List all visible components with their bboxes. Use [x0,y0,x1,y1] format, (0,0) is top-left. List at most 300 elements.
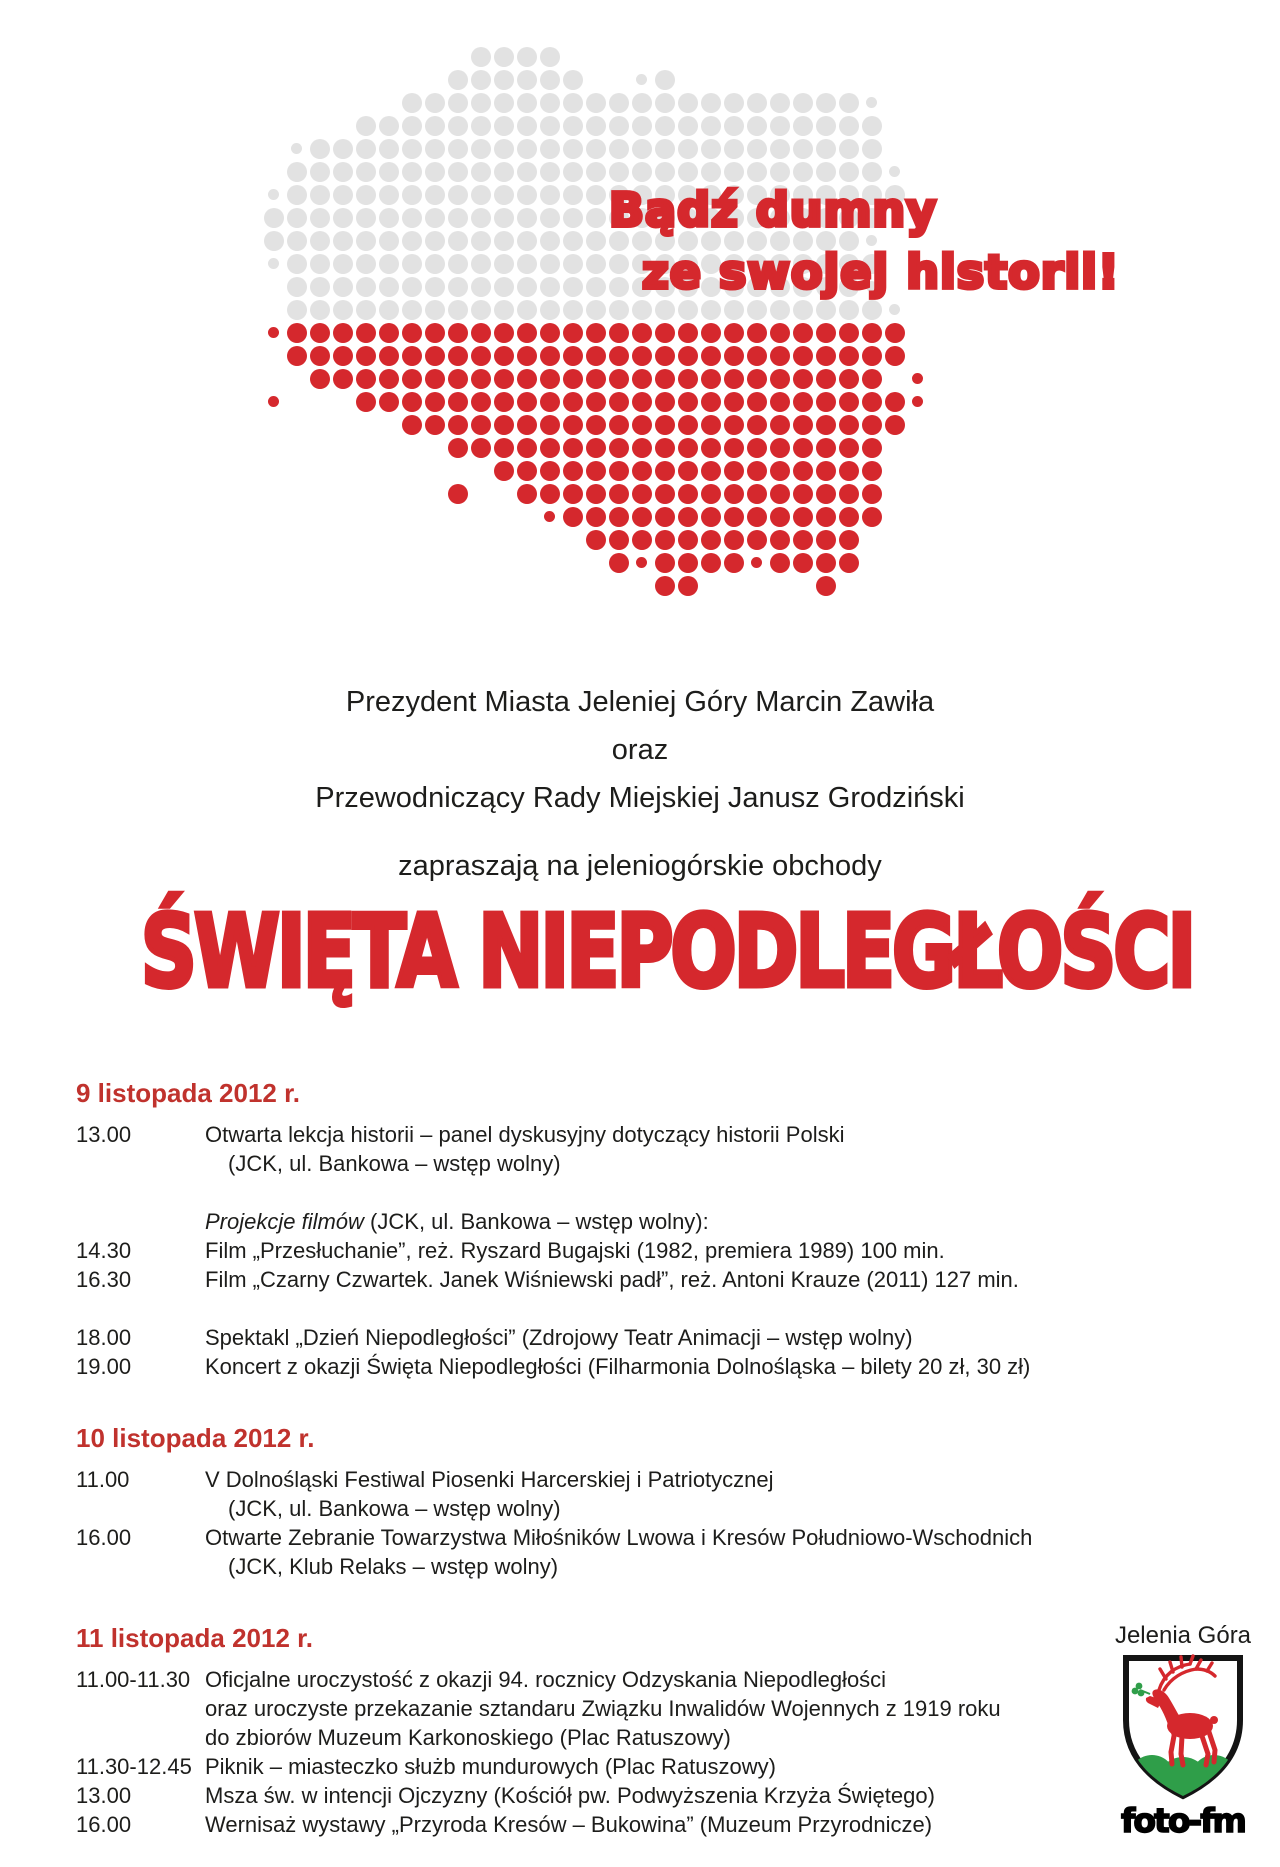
map-dot-red [701,553,721,573]
map-dot-red [448,484,468,504]
event-time [76,1207,205,1236]
map-dot-gray [609,93,629,113]
event-description [205,1752,1206,1781]
map-dot-red [816,553,836,573]
map-dot-red [609,392,629,412]
event-time: 11.00 [76,1467,130,1492]
map-dot-red [310,346,330,366]
map-dot-red [586,392,606,412]
map-dot-gray [287,231,307,251]
map-dot-red [563,507,583,527]
map-dot-red [425,323,445,343]
map-dot-gray [586,277,606,297]
map-dot-red [816,461,836,481]
map-dot-red [563,415,583,435]
map-dot-gray [448,300,468,320]
map-dot-red [586,530,606,550]
event-continuation-line: (JCK, ul. Bankowa – wstęp wolny) [228,1496,561,1521]
map-dot-gray [379,300,399,320]
map-dot-red [655,530,675,550]
map-dot-gray [609,254,629,274]
map-dot-red [540,415,560,435]
map-dot-gray [724,162,744,182]
map-dot-gray [609,300,629,320]
map-dot-red [839,461,859,481]
map-dot-gray [471,162,491,182]
map-dot-red [540,484,560,504]
event-description [205,1236,1206,1265]
map-dot-red [678,461,698,481]
map-dot-gray [448,139,468,159]
map-dot-red [632,346,652,366]
map-dot-red [724,553,744,573]
map-dot-red [678,346,698,366]
map-dot-gray [586,185,606,205]
map-dot-red [448,392,468,412]
map-dot-red [724,530,744,550]
map-dot-gray [701,139,721,159]
map-dot-gray [425,300,445,320]
map-dot-red [448,369,468,389]
map-dot-red [724,346,744,366]
map-dot-gray [747,116,767,136]
map-dot-gray [655,70,675,90]
map-dot-red [402,346,422,366]
map-dot-gray [333,231,353,251]
map-dot-red [724,369,744,389]
map-dot-red [636,557,647,568]
map-dot-red [724,392,744,412]
map-dot-gray [609,162,629,182]
map-dot-red [839,438,859,458]
map-dot-gray [862,139,882,159]
logo-brand-name: foto-fm [1121,1801,1245,1840]
map-dot-red [862,346,882,366]
map-dot-red [310,369,330,389]
map-dot-gray [678,116,698,136]
map-dot-gray [471,231,491,251]
map-dot-gray [356,116,376,136]
map-dot-gray [356,139,376,159]
event-description [205,1523,1206,1581]
map-dot-gray [379,231,399,251]
map-dot-gray [379,162,399,182]
map-dot-red [333,369,353,389]
schedule-row [76,1236,1206,1265]
organizer-logo [1088,1622,1278,1838]
map-dot-red [494,346,514,366]
map-dot-gray [540,185,560,205]
map-dot-red [747,415,767,435]
map-dot-gray [517,93,537,113]
map-dot-red [287,323,307,343]
map-dot-gray [494,93,514,113]
map-dot-red [655,507,675,527]
map-dot-red [563,346,583,366]
map-dot-red [816,507,836,527]
map-dot-gray [517,277,537,297]
map-dot-gray [402,139,422,159]
map-dot-red [471,346,491,366]
map-dot-gray [586,93,606,113]
map-dot-gray [563,116,583,136]
map-dot-red [356,346,376,366]
map-dot-gray [770,116,790,136]
event-description [205,1810,1206,1839]
map-dot-red [793,507,813,527]
map-dot-red [701,346,721,366]
event-description [205,1120,1206,1178]
map-dot-red [655,346,675,366]
map-dot-gray [356,231,376,251]
map-dot-gray [862,116,882,136]
map-dot-gray [310,277,330,297]
map-dot-red [544,511,555,522]
map-dot-red [563,392,583,412]
event-text-line: Projekcje filmów (JCK, ul. Bankowa – wstęp wolny): [205,1209,709,1234]
map-dot-red [471,392,491,412]
schedule-row [76,1120,1206,1178]
map-dot-red [793,530,813,550]
map-dot-red [793,484,813,504]
map-dot-gray [448,254,468,274]
map-dot-red [540,461,560,481]
map-dot-gray [356,185,376,205]
event-time: 16.00 [76,1812,132,1837]
map-dot-red [471,369,491,389]
map-dot-red [563,369,583,389]
map-dot-gray [494,208,514,228]
map-dot-red [793,461,813,481]
map-dot-red [655,484,675,504]
map-dot-red [701,415,721,435]
map-dot-gray [540,116,560,136]
event-time: 11.00-11.30 [76,1667,191,1692]
map-dot-gray [310,208,330,228]
map-dot-red [448,438,468,458]
map-dot-red [747,392,767,412]
event-time: 16.00 [76,1525,132,1550]
map-dot-red [563,438,583,458]
map-dot-red [770,323,790,343]
map-dot-red [912,396,923,407]
map-dot-red [793,438,813,458]
event-text-line: Otwarta lekcja historii – panel dyskusyjny dotyczący historii Polski [205,1122,845,1147]
map-dot-red [517,484,537,504]
map-dot-red [770,369,790,389]
map-dot-gray [540,254,560,274]
map-dot-gray [287,277,307,297]
map-dot-gray [471,208,491,228]
map-dot-gray [310,231,330,251]
map-dot-red [885,346,905,366]
map-dot-gray [287,185,307,205]
map-dot-red [379,346,399,366]
map-dot-gray [839,116,859,136]
map-dot-red [678,530,698,550]
map-dot-gray [701,300,721,320]
map-dot-gray [379,185,399,205]
map-dot-gray [402,277,422,297]
map-dot-gray [866,97,877,108]
map-dot-red [839,507,859,527]
map-dot-gray [356,300,376,320]
map-dot-red [471,438,491,458]
map-dot-red [268,396,279,407]
map-dot-red [609,484,629,504]
map-dot-gray [563,300,583,320]
map-dot-red [816,530,836,550]
map-dot-red [839,369,859,389]
map-dot-gray [563,162,583,182]
map-dot-gray [586,162,606,182]
map-dot-red [862,415,882,435]
map-dot-red [609,415,629,435]
map-dot-red [632,461,652,481]
map-dot-gray [268,258,279,269]
map-dot-gray [517,231,537,251]
map-dot-gray [448,116,468,136]
schedule-row [76,1352,1206,1381]
map-dot-gray [586,254,606,274]
schedule-row [76,1323,1206,1352]
map-dot-red [494,438,514,458]
map-dot-red [609,323,629,343]
map-dot-red [471,323,491,343]
map-dot-red [609,530,629,550]
map-dot-red [862,392,882,412]
map-dot-red [655,576,675,596]
map-dot-gray [448,162,468,182]
map-dot-gray [889,304,900,315]
map-dot-red [747,507,767,527]
map-dot-red [701,392,721,412]
map-dot-gray [770,300,790,320]
map-dot-red [563,323,583,343]
map-dot-red [862,323,882,343]
map-dot-gray [356,162,376,182]
map-dot-red [517,323,537,343]
map-dot-red [912,373,923,384]
event-description [205,1465,1206,1523]
map-dot-gray [264,231,284,251]
map-dot-red [379,369,399,389]
map-dot-gray [379,208,399,228]
map-dot-gray [402,93,422,113]
map-dot-gray [379,254,399,274]
map-dot-red [356,392,376,412]
map-dot-red [816,323,836,343]
map-dot-gray [839,300,859,320]
map-dot-red [701,369,721,389]
event-text-line: V Dolnośląski Festiwal Piosenki Harcerskiej i Patriotycznej [205,1467,774,1492]
map-dot-red [885,415,905,435]
schedule-section [76,1423,1206,1581]
schedule-row [76,1207,1206,1236]
map-dot-red [632,392,652,412]
map-dot-gray [655,300,675,320]
map-dot-red [816,392,836,412]
map-dot-gray [310,139,330,159]
map-dot-gray [563,231,583,251]
map-dot-gray [402,254,422,274]
map-dot-red [839,392,859,412]
map-dot-red [540,392,560,412]
map-dot-gray [448,70,468,90]
map-dot-gray [724,116,744,136]
map-dot-gray [793,162,813,182]
map-dot-gray [839,139,859,159]
map-dot-gray [793,300,813,320]
map-dot-red [563,461,583,481]
event-continuation-line: oraz uroczyste przekazanie sztandaru Związku Inwalidów Wojennych z 1919 roku [205,1696,1001,1721]
map-dot-red [609,346,629,366]
map-dot-gray [563,208,583,228]
map-dot-red [333,323,353,343]
event-time: 13.00 [76,1783,132,1808]
map-dot-red [724,484,744,504]
schedule-row [76,1752,1206,1781]
map-dot-red [724,438,744,458]
map-dot-red [540,323,560,343]
map-dot-gray [425,231,445,251]
map-dot-red [494,369,514,389]
map-dot-red [402,392,422,412]
map-dot-red [655,369,675,389]
map-dot-red [310,323,330,343]
map-dot-gray [517,254,537,274]
schedule-date-heading: 10 listopada 2012 r. [76,1423,315,1453]
event-text-line: Otwarte Zebranie Towarzystwa Miłośników Lwowa i Kresów Południowo-Wschodnich [205,1525,1033,1550]
invitation-block [0,678,1280,890]
map-dot-gray [402,208,422,228]
map-dot-gray [517,162,537,182]
map-dot-red [586,461,606,481]
invitation-line-chairman: Przewodniczący Rady Miejskiej Janusz Grodziński [315,782,965,814]
map-dot-gray [333,139,353,159]
map-dot-red [678,369,698,389]
map-dot-gray [862,162,882,182]
map-dot-gray [540,139,560,159]
map-dot-gray [839,162,859,182]
map-dot-red [356,369,376,389]
map-dot-red [701,438,721,458]
map-dot-gray [816,300,836,320]
map-dot-gray [563,139,583,159]
event-text-line: Oficjalne uroczystość z okazji 94. rocznicy Odzyskania Niepodległości [205,1667,887,1692]
map-dot-red [678,415,698,435]
map-dot-red [816,369,836,389]
map-dot-gray [678,139,698,159]
event-continuation-line: (JCK, Klub Relaks – wstęp wolny) [228,1554,559,1579]
map-dot-gray [540,162,560,182]
event-time: 14.30 [76,1238,132,1263]
map-dot-gray [816,162,836,182]
map-dot-gray [517,70,537,90]
map-dot-red [471,415,491,435]
map-dot-red [816,484,836,504]
map-dot-gray [494,116,514,136]
map-dot-gray [494,162,514,182]
map-dot-red [724,507,744,527]
event-text-line: Msza św. w intencji Ojczyzny (Kościół pw. Podwyższenia Krzyża Świętego) [205,1783,935,1808]
map-dot-red [839,323,859,343]
map-dot-red [793,392,813,412]
map-dot-gray [356,208,376,228]
map-dot-red [793,323,813,343]
map-dot-red [586,346,606,366]
map-dot-gray [287,300,307,320]
event-description [205,1781,1206,1810]
map-dot-red [609,369,629,389]
map-dot-gray [425,139,445,159]
map-dot-red [655,392,675,412]
event-continuation-line: (JCK, ul. Bankowa – wstęp wolny) [228,1151,561,1176]
map-dot-gray [701,162,721,182]
map-dot-gray [471,277,491,297]
event-text-line: Film „Przesłuchanie”, reż. Ryszard Bugajski (1982, premiera 1989) 100 min. [205,1238,945,1263]
map-dot-gray [310,300,330,320]
map-dot-gray [540,231,560,251]
map-dot-gray [448,231,468,251]
schedule-row [76,1523,1206,1581]
event-continuation-line: do zbiorów Muzeum Karkonoskiego (Plac Ratuszowy) [205,1725,731,1750]
map-dot-gray [402,162,422,182]
map-dot-gray [448,93,468,113]
map-dot-red [540,369,560,389]
schedule-row [76,1810,1206,1839]
map-dot-gray [655,162,675,182]
map-dot-gray [747,93,767,113]
map-dot-gray [517,208,537,228]
map-dot-gray [632,93,652,113]
map-dot-red [655,553,675,573]
map-dot-gray [770,139,790,159]
map-dot-gray [540,277,560,297]
map-dot-gray [793,93,813,113]
map-dot-red [632,484,652,504]
event-text-line: Koncert z okazji Święta Niepodległości (Filharmonia Dolnośląska – bilety 20 zł, 30 zł) [205,1354,1031,1379]
map-dot-gray [816,139,836,159]
map-dot-red [701,507,721,527]
map-dot-red [448,323,468,343]
map-dot-gray [494,277,514,297]
event-text-line: Film „Czarny Czwartek. Janek Wiśniewski padł”, reż. Antoni Krauze (2011) 127 min. [205,1267,1019,1292]
map-dot-red [862,507,882,527]
schedule [76,1078,1206,1839]
map-dot-gray [471,139,491,159]
map-dot-gray [471,116,491,136]
map-dot-gray [724,93,744,113]
schedule-row [76,1465,1206,1523]
map-dot-gray [425,185,445,205]
map-dot-gray [655,139,675,159]
event-text-line: Spektakl „Dzień Niepodległości” (Zdrojowy Teatr Animacji – wstęp wolny) [205,1325,913,1350]
map-dot-gray [471,254,491,274]
map-dot-red [425,415,445,435]
map-dot-red [333,346,353,366]
map-dot-red [862,461,882,481]
map-dot-gray [609,277,629,297]
map-dot-gray [310,185,330,205]
map-dot-gray [517,116,537,136]
invitation-line-oraz: oraz [611,734,669,766]
map-dot-gray [540,70,560,90]
map-dot-gray [632,116,652,136]
map-dot-red [885,392,905,412]
map-dot-red [379,392,399,412]
map-dot-gray [678,93,698,113]
